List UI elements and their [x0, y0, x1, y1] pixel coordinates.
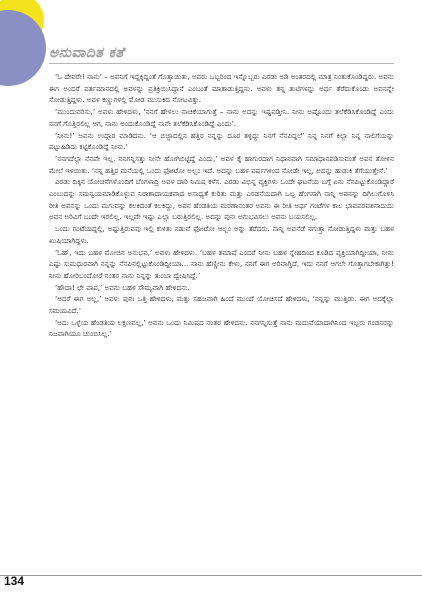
- paragraph: ‘ನನಗದೆಲ್ಲಾ ನೆನಪೇ ಇಲ್ಲ. ನನಗನ್ನಿಸತ್ತು ನೀನೇ ಹೋಗಿಬಿಟ್ಟಿದ್ದೆ ಎಂದು,’ ಅವಳ ಕೈ ಹಾಗುರದಾಗ ನಿಧಾನವಾಗಿ ಸಮಾಧಾನಪಡಿಸುವಂತೆ ಅವನ ತೋಳಿನ ಮೇಲೆ ಇಳಿಯಿತು. ‘ನನ್ನ ಹತ್ತಿರ ಮನೆಯಲ್ಲಿ ಒಂದು ಫೋಟೋ ಅಲ್ಬಂ ಇದೆ. ಅದನ್ನು ಬಹಳ ವರ್ಷಗಳಿಂದ ನೋಡೇ ಇಲ್ಲ, ಅದನ್ನು ಹುಡುಕಿ ತೆಗೆಯುತ್ತೇನೆ.’: [49, 153, 394, 175]
- paragraph: ‘ಓಹ್, ಇದು ಬಹಳ ಮೋಜಿನ ಅನುಭವ,’ ಅವಳು ಹೇಳಿದಳು. ‘ಬಹಳ ತಮಾಷೆ ಎಂದರೆ ನೀನು ಬಹಳ ಸ್ನೇಹದಿಂದ ಕೂಡಿದ ವ್ಯಕ್ತಿಯಾಗಿದ್ದೀಯಾ, ನೀನು ಎಷ್ಟು ಸುಮಧುರವಾಗಿ ನನ್ನನ್ನು ನೆನಪಿನಲ್ಲಿಟ್ಟುಕೊಂಡಿದ್ದೀಯಾ... ನಾನು ಹೆಣ್ಣೀನು ಕೇಳು, ನನಗೆ ಈಗ ಅರಿವಾಗ್ತಿದೆ, ಇದು ನನಗೆ ಆಗಲೇ ಗೊತ್ತಾಗಬೇಕಾಗಿತ್ತು! ನೀನು ಹೋರಿಬಂದೋರೆ ನಂತರ ನಾನು ನಿನ್ನನ್ನು ತುಂಬಾ ದ್ವೇಷಿಸಿದ್ದೆ.’: [49, 247, 394, 280]
- heading-divider: [49, 63, 394, 64]
- paragraph: ‘ಮುಂದುವರಿಸು,’ ಅವಳು ಹೇಳಿದಳು, ‘ನನಗೆ ಹೇಳಲು ನಾಚಿಕೆಯಾಗುತ್ತೆ – ನಾನು ಅದನ್ನು ಇಷ್ಟಪಡ್ತೀನಿ. ನೀನು ಅಷ್ಟೊಂದು ತಲೆಕೆಡಿಸಿಕೊಂಡಿದ್ದೆ ಎಂದು ನನಗೆ ಗೊತ್ತಿರಲಿಲ್ಲ ಆಗ, ನಾನು ಅಂದುಕೊಂಡಿದ್ದೆ ನಾನೇ ತಲೆಕೆಡಿಸಿಕೊಂಡಿದ್ದೆ ಎಂದು’.: [49, 107, 394, 128]
- paragraph: ‘ಅದು ಒಳ್ಳೆಯ ಹೆಂಡತಿಯ ಲಕ್ಷಣವಲ್ಲ,’ ಅವನು ಒಂದು ನಿಮಿಷದ ನಂತರ ಹೇಳಿದನು. ನನಗನ್ನಿಸುತ್ತೆ ನಾನು ಮದುವೆಯಾದಾಗಿನಿಂದ ಇಬ್ಬರು ಗಂಡಸರನ್ನು ನಿಜವಾಗಿಯೂ ಚುಂಬಿಸಿಲ್ಲ.’: [49, 317, 394, 339]
- paragraph: ಒಂದು ಗಂಟೆಯದ್ದಲ್ಲಿ, ಅಷ್ಟುತ್ತಿರುವವು ಇಲ್ಲಿ ಕುಳಿತು ನಡುವೆ ಫೋಟೋ ಆಲ್ಬಂ ಅನ್ನು ತೆರೆದರು. ನಾನ್ನಿ ಅವನೆಡೆ ನಗುತ್ತಾ ನೋಡುತ್ತಿದ್ದಳು ಮತ್ತು ಬಹಳ ಖುಷಿಯಾಗಿದ್ದಳು.: [49, 224, 394, 245]
- article-body: [49, 71, 394, 340]
- paragraph: ಎರಡು ದಿಕ್ಕಿನ ಯೋಚನೆಗಳೊಂದಿಗೆ ಬೆಂಗಳಾದ್ರಿ ಅವಳ ದಾರಿ ನಿಮಿಷ ಕಳೆಸ. ಎರಡು ವಿಭಿನ್ನ ವ್ಯಕ್ತಿಗಳು ಒಂದೇ ಘಟನೆಯ ಬಗ್ಗೆ ಏನು ನೆನಪಿಟ್ಟುಕೊಂಡಿದ್ದಾರೆ ಎಂಬುದನ್ನು ಸಮನ್ವಯಮಾಡಿಕೊಳ್ಳುವ ನಿರಾಶಾದಾಯಕವಾದ ಅಸಾಧ್ಯತೆ ಕುರಿತು ಮತ್ತು ಎರಡನೆಯದಾಗಿ ಒಬ್ಬ ಹೆಂಗಸಾಗಿ ನಾನ್ನಿ ಅವನನ್ನು ದಿಗಿಲುಗೊಳಿಸಿ ರೀತಿ ಅವನನ್ನು ಒಂದು ಮಗುವನ್ನು ಕಲಕಿದಂತೆ ಕಲಕಿದ್ದು, ಅವನ ಹೆಂಡತಿಯ ಮರಣಾನಂತರ ಅವನು ಈ ರೀತಿ ಅರ್ಧ ಗಂಟೆಗಳ ಕಾಲ ಭಾವಪರವಶನಾದುದು ಅವನ ಅರಿವಿಗೆ ಬಂದೇ ಇರಲಿಲ್ಲ. ಇಲ್ಲವೇ ಇಷ್ಟು ಎಲ್ಲಾ ಬರುತ್ತಿರಲಿಲ್ಲ. ಅದನ್ನು ಪುನಃ ಅನುಭವಿಸಲು ಅವನು ಬಯಸಲಿಲ್ಲ.: [49, 177, 394, 222]
- section-heading: ಅನುವಾದಿತ ಕತೆ: [49, 45, 125, 61]
- paragraph: ‘ಹೌದಾ! ಛೇ ಪಾಪ,’ ಅವನು ಬಹಳ ಸೌಮ್ಯವಾಗಿ ಹೇಳಿದನು.: [55, 282, 190, 292]
- paragraph: ‘ನೀನು!’ ಅವನು ಉದ್ಗಾರ ಮಾಡಿದನು. ‘ಆ ಬಿಜ್ಜಾದಲ್ಲಿನ ಹತ್ತಿರ ನನ್ನನ್ನು ದೂರ ತಳ್ಳಿದ್ದು ನಿನಗೆ ನೆನಪಿದ್ದಲೆ’ ನಿನ್ನ ನಿನಗೆ ಕಿಲ್ಲಾ ನಿನ್ನ ನಾಲಿಗೆಯನ್ನು ಪಟ್ಟುಹಿಡಿದು ಕಟ್ಟಿಕೊಂಡಿದ್ದೆ ನೀನು.’: [49, 130, 394, 152]
- footer-divider: [0, 575, 422, 576]
- paragraph: ‘ಆದರೆ ಈಗ ಅಲ್ಲ,’ ಅವಳು ಪುನಃ ಒತ್ತಿ ಹೇಳಿದಳು, ಮತ್ತು ಸಹಜವಾಗಿ ಹಿಂದೆ ಮುಂದೆ ಯೋಚಿಸದೆ ಹೇಳಿದಳು, ‘ನನ್ನನ್ನು ಮುತ್ತಿಡು. ಈಗ ಅದಕ್ಕೆಲ್ಲಾ ಸಮಯವಿದೆ.’: [49, 294, 394, 316]
- page-number: 134: [4, 574, 25, 588]
- paragraph: ‘ಓ ದೇವರೇ! ನಾನು’ – ಅವನಿಗೆ ಇದ್ದಕ್ಕಿದ್ದಂತೆ ಗೊತ್ತಾಯಿತು, ಅವರು ಒಬ್ಬರಿಂದ ಇನ್ನೊಬ್ಬರು ಎರಡು ಅಡಿ ಅಂತರದಲ್ಲಿ ಮಾತ್ರ ನಿಂತುಕೊಂಡಿದ್ದರು. ಅವನು ಈಗ ಅಂದರೆ ವರ್ತಮಾನದಲ್ಲಿ ಅವಳನ್ನು ಪ್ರತಿಕ್ರಿಯಿಸಿದ್ದಾನೆ ಎಂಬಂತೆ ಮಾತಾಡುತ್ತಿದ್ದನು. ಅವಳು ತನ್ನ ತುಟಿಗಳನ್ನು ಅರ್ಧ ತೆರೆದುಕೊಂಡು ಅವನನ್ನೇ ನೋಡುತ್ತಿದ್ದಳು. ಅವಳ ಕಣ್ಣುಗಳಲ್ಲಿ ಮೋಡ ಮುಸುಕಿದ ನೋಟವಿತ್ತು.: [49, 72, 394, 105]
